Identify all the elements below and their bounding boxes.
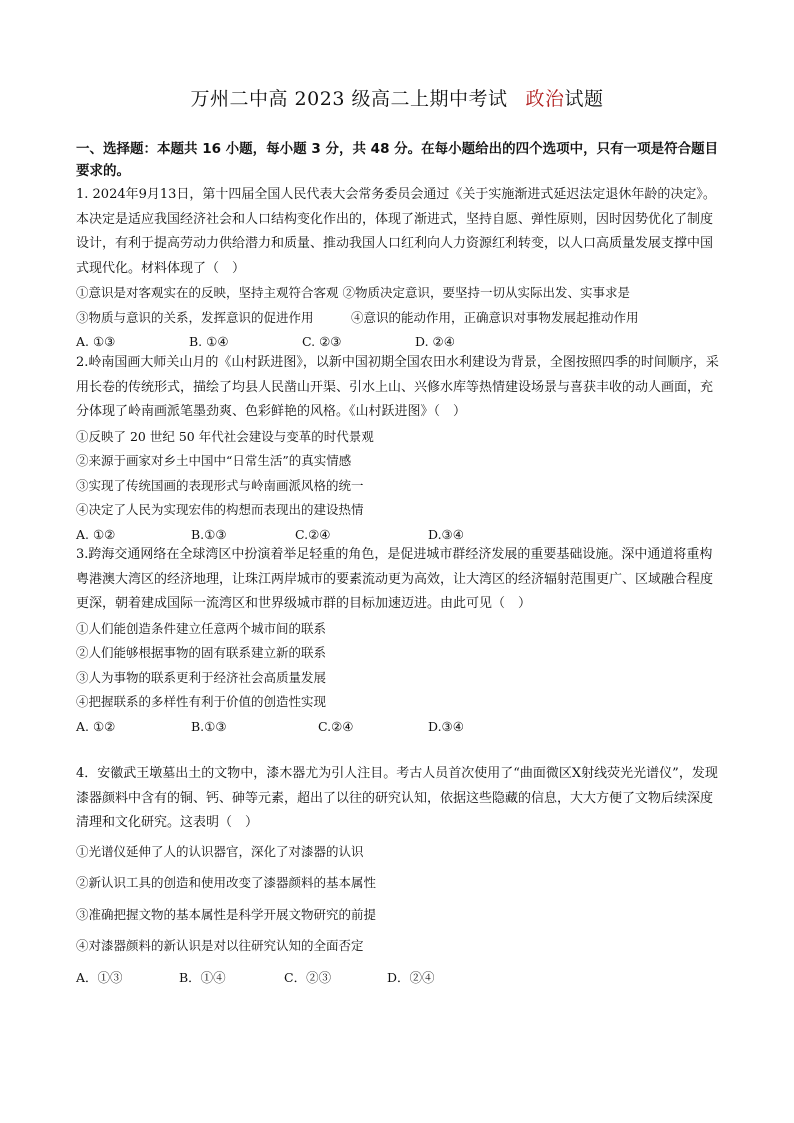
question-1: [76, 183, 724, 355]
answer-choice-a[interactable]: A. ①②: [76, 718, 116, 734]
question-option: ①光谱仪延伸了人的认识器官，深化了对漆器的认识: [76, 843, 364, 859]
answer-choice-a[interactable]: A．①③: [76, 969, 123, 985]
answer-choice-a[interactable]: A. ①②: [76, 526, 116, 542]
question-option: ③准确把握文物的基本属性是科学开展文物研究的前提: [76, 906, 377, 922]
question-stem: 4．安徽武王墩墓出土的文物中，漆木器尤为引人注目。考古人员首次使用了“曲面微区X射线荧光光谱仪”，发现漆器颜料中含有的铜、钙、砷等元素，超出了以往的研究认知，依据这些隐藏的信息，大大方便了文物后续深度清理和文化研究。这表明（ ）: [76, 766, 718, 830]
answer-choices: [76, 715, 724, 740]
question-4: [76, 762, 724, 993]
answer-choice-c[interactable]: C. ②③: [302, 334, 342, 349]
question-3: [76, 543, 724, 739]
question-option: ①反映了 20 世纪 50 年代社会建设与变革的时代景观: [76, 428, 374, 444]
section-heading: 一、选择题：本题共 16 小题，每小题 3 分，共 48 分。在每小题给出的四个选项中，只有一项是符合题目要求的。: [76, 141, 719, 179]
question-option: ③实现了传统国画的表现形式与岭南画派风格的统一: [76, 477, 364, 493]
question-option: ④决定了人民为实现宏伟的构想而表现出的建设热情: [76, 502, 364, 517]
question-option: ②人们能够根据事物的固有联系建立新的联系: [76, 645, 327, 660]
answer-choice-d[interactable]: D．②④: [387, 969, 435, 985]
question-option: ①意识是对客观实在的反映，坚持主观符合客观 ②物质决定意识，要坚持一切从实际出发、实事求是: [76, 285, 630, 300]
answer-choice-d[interactable]: D.③④: [428, 718, 464, 734]
question-option: ②来源于画家对乡土中国中“日常生活”的真实情感: [76, 453, 352, 468]
question-stem: 3.跨海交通网络在全球湾区中扮演着举足轻重的角色，是促进城市群经济发展的重要基础设施。深中通道将重构粤港澳大湾区的经济地理，让珠江两岸城市的要素流动更为高效，让大湾区的经济辐射范围更广、区域融合程度更深，朝着建成国际一流湾区和世界级城市群的目标加速迈进。由此可见（ ）: [76, 547, 714, 611]
answer-choice-c[interactable]: C.②④: [295, 526, 331, 542]
question-stem: 1. 2024年9月13日，第十四届全国人民代表大会常务委员会通过《关于实施渐进式延迟法定退休年龄的决定》。本决定是适应我国经济社会和人口结构变化作出的，体现了渐进式，坚持自愿、弹性原则，因时因势优化了制度设计，有利于提高劳动力供给潜力和质量、推动我国人口红利向人力资源红利转变，以人口高质量发展支撑中国式现代化。材料体现了（ ）: [76, 187, 716, 276]
title-subject: 政治: [525, 88, 565, 110]
question-option: ③人为事物的联系更利于经济社会高质量发展: [76, 669, 327, 685]
title-suffix: 试题: [564, 88, 604, 110]
answer-choice-d[interactable]: D.③④: [428, 526, 464, 542]
answer-choice-c[interactable]: C．②③: [284, 969, 332, 985]
answer-choice-b[interactable]: B．①④: [179, 969, 226, 985]
answer-choice-b[interactable]: B.①③: [191, 718, 227, 734]
answer-choice-c[interactable]: C.②④: [318, 718, 354, 734]
page-title: [0, 84, 794, 111]
question-option: ③物质与意识的关系，发挥意识的促进作用 ④意识的能动作用，正确意识对事物发展起推动作用: [76, 309, 639, 325]
title-main: 万州二中高 2023 级高二上期中考试: [190, 88, 508, 110]
answer-choice-b[interactable]: B. ①④: [189, 334, 229, 349]
answer-choices: [76, 962, 724, 994]
answer-choice-a[interactable]: A. ①③: [76, 334, 116, 349]
question-option: ①人们能创造条件建立任意两个城市间的联系: [76, 620, 327, 636]
question-option: ④对漆器颜料的新认识是对以往研究认知的全面否定: [76, 938, 364, 953]
question-option: ④把握联系的多样性有利于价值的创造性实现: [76, 694, 327, 709]
question-option: ②新认识工具的创造和使用改变了漆器颜料的基本属性: [76, 875, 377, 890]
question-stem: 2.岭南国画大师关山月的《山村跃进图》，以新中国初期全国农田水利建设为背景，全图按照四季的时间顺序，采用长卷的传统形式，描绘了均县人民凿山开渠、引水上山、兴修水库等热情建设场景与喜获丰收的动人画面，充分体现了岭南画派笔墨劲爽、色彩鲜艳的风格。《山村跃进图》（ ）: [76, 355, 719, 419]
answer-choice-d[interactable]: D. ②④: [415, 334, 455, 349]
question-2: [76, 351, 724, 547]
answer-choice-b[interactable]: B.①③: [191, 526, 227, 542]
